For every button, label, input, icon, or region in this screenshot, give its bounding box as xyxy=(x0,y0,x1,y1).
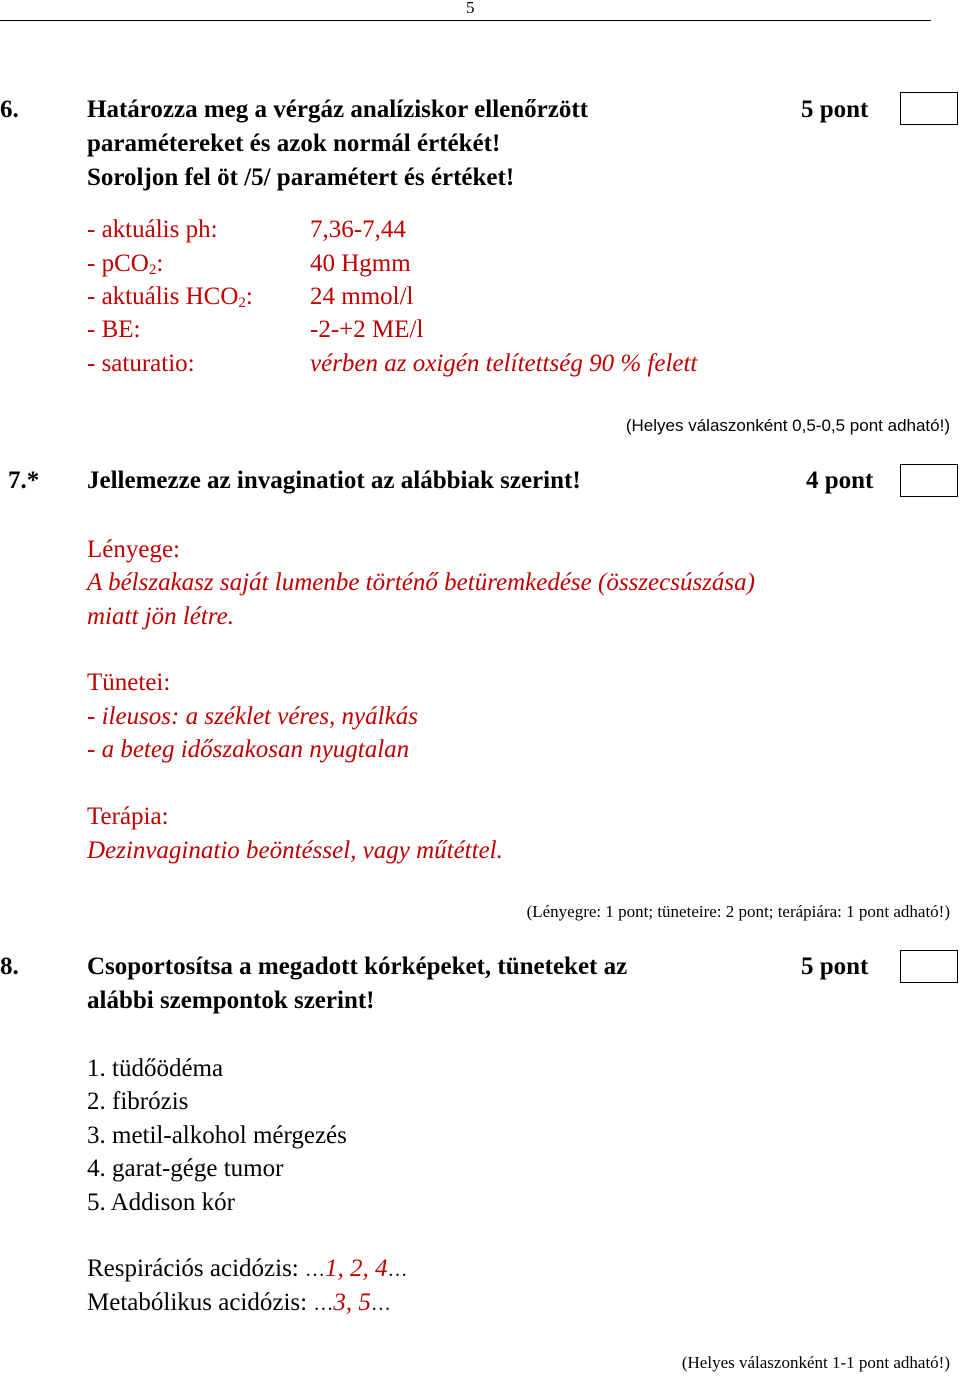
q8-list-item: 2. fibrózis xyxy=(87,1088,189,1115)
q7-scoring-note: (Lényegre: 1 pont; tüneteire: 2 pont; terápiára: 1 pont adható!) xyxy=(526,902,950,921)
q6-param-value: -2-+2 ME/l xyxy=(310,316,424,343)
q6-param-name: - aktuális ph: xyxy=(87,216,218,243)
q8-resp-row: Respirációs acidózis: …1, 2, 4… xyxy=(87,1255,408,1282)
q6-param-value: 7,36-7,44 xyxy=(310,216,406,243)
q8-meta-answer: 3, 5 xyxy=(333,1289,371,1316)
q6-number: 6. xyxy=(0,96,19,123)
q6-points: 5 pont xyxy=(801,96,869,123)
q8-line-2: alábbi szempontok szerint! xyxy=(87,987,375,1014)
q8-list-item: 5. Addison kór xyxy=(87,1189,235,1216)
q8-list-item: 4. garat-gége tumor xyxy=(87,1155,284,1182)
q7-therapy-text: Dezinvaginatio beöntéssel, vagy műtéttel. xyxy=(87,837,503,864)
q6-score-box[interactable] xyxy=(900,92,958,125)
q8-resp-label: Respirációs acidózis: xyxy=(87,1255,299,1282)
q8-resp-answer: 1, 2, 4 xyxy=(325,1255,388,1282)
q6-param-name: - aktuális $HCO_2$: xyxy=(87,283,253,311)
q6-param-name: - BE: xyxy=(87,316,141,343)
q7-symptoms-label: Tünetei: xyxy=(87,669,171,696)
q7-essence-line-2: miatt jön létre. xyxy=(87,603,234,630)
q8-meta-label: Metabólikus acidózis: xyxy=(87,1289,308,1316)
q6-param-value: 24 mmol/l xyxy=(310,283,414,310)
q8-number: 8. xyxy=(0,953,19,980)
q8-line-1: Csoportosítsa a megadott kórképeket, tüneteket az xyxy=(87,953,628,980)
q8-scoring-note: (Helyes válaszonként 1-1 pont adható!) xyxy=(681,1353,950,1372)
q8-list-item: 3. metil-alkohol mérgezés xyxy=(87,1122,347,1149)
q7-symptom-item: - ileusos: a széklet véres, nyálkás xyxy=(87,703,418,730)
q6-line-1: Határozza meg a vérgáz analíziskor ellenőrzött xyxy=(87,96,589,123)
q7-points: 4 pont xyxy=(806,467,874,494)
q6-param-name: - saturatio: xyxy=(87,350,195,377)
q6-param-value: vérben az oxigén telítettség 90 % felett xyxy=(310,350,698,377)
q8-meta-row: Metabólikus acidózis: …3, 5… xyxy=(87,1289,391,1316)
q7-essence-label: Lényege: xyxy=(87,536,181,563)
q7-essence-line-1: A bélszakasz saját lumenbe történő betüremkedése (összecsúszása) xyxy=(87,569,755,596)
q7-title: Jellemezze az invaginatiot az alábbiak szerint! xyxy=(87,467,581,494)
q7-symptom-item: - a beteg időszakosan nyugtalan xyxy=(87,736,410,763)
q7-number: 7.* xyxy=(8,467,40,494)
q6-param-value: 40 Hgmm xyxy=(310,250,411,277)
q7-therapy-label: Terápia: xyxy=(87,803,169,830)
header-rule xyxy=(0,20,931,21)
q6-line-3: Soroljon fel öt /5/ paramétert és értéket! xyxy=(87,164,515,191)
q8-score-box[interactable] xyxy=(900,950,958,983)
q6-param-name: - pCO$_2$: xyxy=(87,250,164,278)
q8-list-item: 1. tüdőödéma xyxy=(87,1055,224,1082)
q6-scoring-note: (Helyes válaszonként 0,5-0,5 pont adható!) xyxy=(625,416,950,435)
q6-line-2: paramétereket és azok normál értékét! xyxy=(87,130,501,157)
page-number: 5 xyxy=(466,0,475,17)
q8-points: 5 pont xyxy=(801,953,869,980)
q7-score-box[interactable] xyxy=(900,464,958,497)
